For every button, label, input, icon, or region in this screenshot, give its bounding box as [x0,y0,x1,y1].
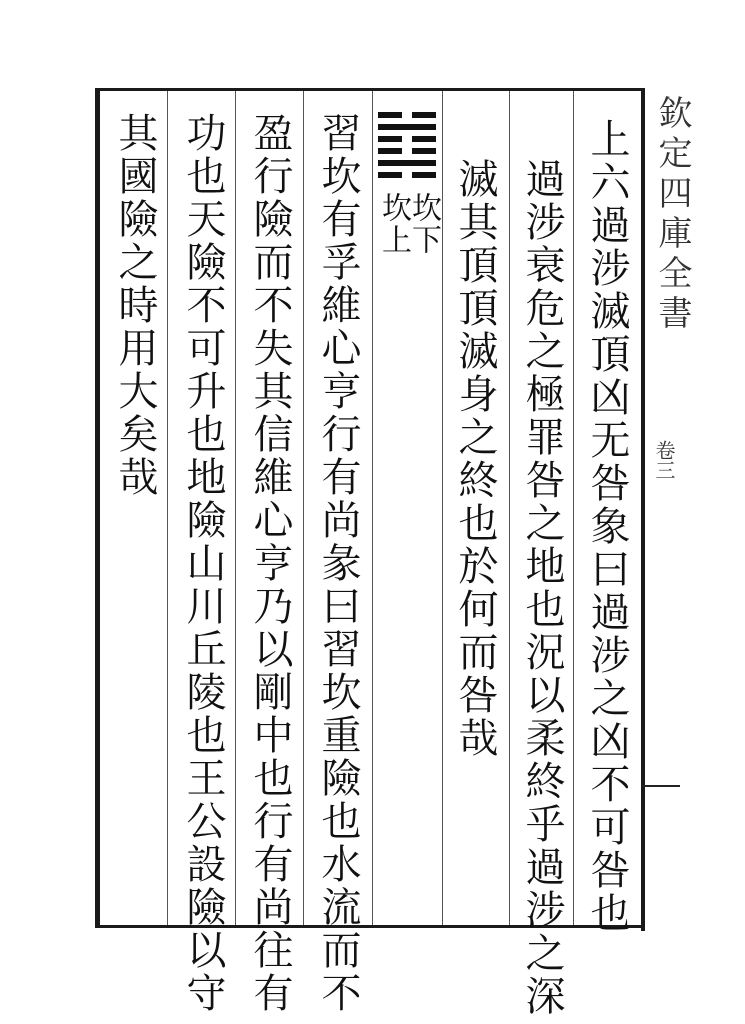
text-column-7: 功也天險不可升也地險山川丘陵也王公設險以守 [180,112,226,1015]
book-title-margin: 欽定四庫全書 [652,95,692,335]
column-rule [167,91,168,925]
volume-label-margin: 卷三 [652,440,676,480]
column-rule [509,91,510,925]
trigram-label-upper: 坎上 [376,192,411,256]
hexagram-line [378,124,436,130]
text-column-1: 上六過涉滅頂凶无咎象曰過涉之凶不可咎也 [584,118,630,935]
text-column-6: 盈行險而不失其信維心亨乃以剛中也行有尚往有 [247,112,293,1015]
hexagram-line [378,160,436,166]
text-column-3: 滅其頂頂滅身之終也於何而咎哉 [452,158,498,760]
hexagram-line [378,148,436,154]
column-rule [573,91,574,925]
hexagram-line [378,112,436,118]
text-column-5: 習坎有孚維心亨行有尚彖曰習坎重險也水流而不 [315,112,361,1015]
margin-tick-mark [642,785,680,787]
text-column-2: 過涉衰危之極罪咎之地也況以柔終乎過涉之深 [519,158,565,1018]
text-column-8: 其國險之時用大矣哉 [112,112,158,499]
column-rule [303,91,304,925]
hexagram-line [378,136,436,142]
column-rule [235,91,236,925]
column-rule [442,91,443,925]
trigram-label-lower: 坎下 [406,192,441,256]
column-rule [372,91,373,925]
page-frame-right-border [641,88,645,931]
hexagram-line [378,172,436,178]
kan-hexagram-symbol [378,112,436,184]
